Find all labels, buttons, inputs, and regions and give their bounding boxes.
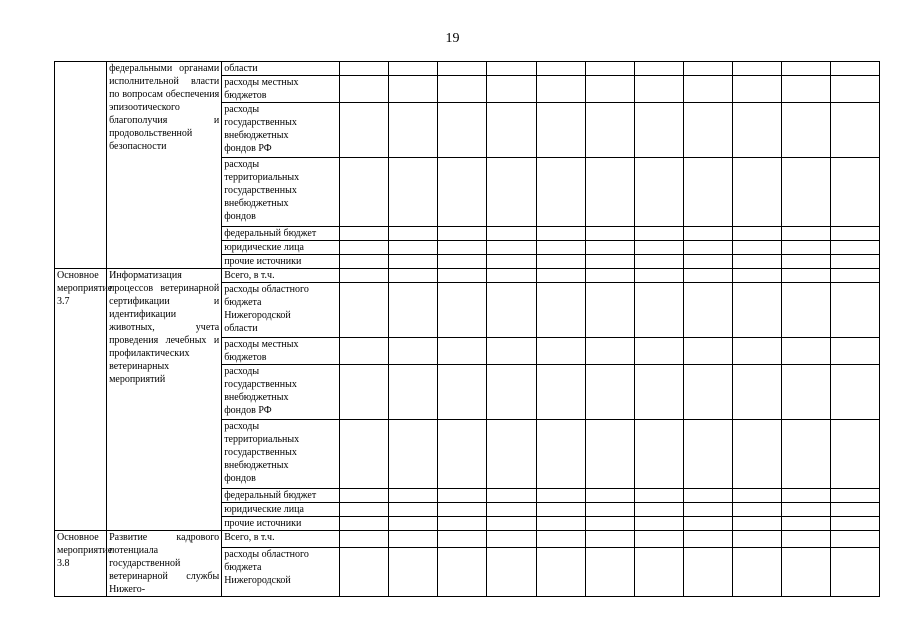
value-cell bbox=[389, 531, 438, 548]
value-cell bbox=[683, 255, 732, 269]
value-cell bbox=[389, 76, 438, 103]
value-cell bbox=[732, 158, 781, 227]
financing-table bbox=[54, 61, 880, 597]
value-cell bbox=[389, 420, 438, 489]
value-cell bbox=[781, 76, 830, 103]
value-cell bbox=[487, 76, 536, 103]
value-cell bbox=[830, 227, 879, 241]
funding-source-cell: расходы областного бюджета Нижегородской области bbox=[222, 283, 340, 338]
value-cell bbox=[389, 103, 438, 158]
value-cell bbox=[585, 531, 634, 548]
value-cell bbox=[340, 365, 389, 420]
value-cell bbox=[487, 420, 536, 489]
value-cell bbox=[634, 489, 683, 503]
funding-source-cell: расходы государственных внебюджетных фондов РФ bbox=[222, 103, 340, 158]
value-cell bbox=[781, 103, 830, 158]
activity-cell: Основное мероприятие 3.8 bbox=[55, 531, 107, 597]
value-cell bbox=[683, 517, 732, 531]
value-cell bbox=[487, 489, 536, 503]
value-cell bbox=[438, 158, 487, 227]
value-cell bbox=[732, 255, 781, 269]
value-cell bbox=[536, 76, 585, 103]
value-cell bbox=[683, 365, 732, 420]
value-cell bbox=[585, 517, 634, 531]
value-cell bbox=[536, 62, 585, 76]
value-cell bbox=[536, 503, 585, 517]
value-cell bbox=[585, 255, 634, 269]
value-cell bbox=[487, 255, 536, 269]
funding-source-cell: Всего, в т.ч. bbox=[222, 269, 340, 283]
value-cell bbox=[830, 338, 879, 365]
value-cell bbox=[438, 255, 487, 269]
value-cell bbox=[340, 531, 389, 548]
value-cell bbox=[585, 241, 634, 255]
value-cell bbox=[585, 76, 634, 103]
value-cell bbox=[830, 241, 879, 255]
value-cell bbox=[438, 503, 487, 517]
value-cell bbox=[781, 503, 830, 517]
value-cell bbox=[732, 269, 781, 283]
value-cell bbox=[340, 158, 389, 227]
value-cell bbox=[536, 338, 585, 365]
value-cell bbox=[389, 283, 438, 338]
value-cell bbox=[683, 338, 732, 365]
value-cell bbox=[487, 365, 536, 420]
value-cell bbox=[781, 283, 830, 338]
value-cell bbox=[536, 103, 585, 158]
value-cell bbox=[781, 269, 830, 283]
value-cell bbox=[634, 517, 683, 531]
value-cell bbox=[585, 103, 634, 158]
value-cell bbox=[389, 517, 438, 531]
value-cell bbox=[732, 365, 781, 420]
value-cell bbox=[683, 241, 732, 255]
funding-source-cell: юридические лица bbox=[222, 503, 340, 517]
activity-name-cell: Информатизация процессов ветеринарной сертификации и идентификации животных, учета проведения лечебных и профилактических ветеринарных мероприятий bbox=[107, 269, 222, 531]
value-cell bbox=[732, 489, 781, 503]
value-cell bbox=[634, 62, 683, 76]
value-cell bbox=[487, 338, 536, 365]
value-cell bbox=[781, 365, 830, 420]
value-cell bbox=[438, 531, 487, 548]
value-cell bbox=[487, 503, 536, 517]
value-cell bbox=[683, 227, 732, 241]
funding-source-cell: расходы государственных внебюджетных фондов РФ bbox=[222, 365, 340, 420]
value-cell bbox=[536, 241, 585, 255]
value-cell bbox=[781, 338, 830, 365]
value-cell bbox=[683, 103, 732, 158]
value-cell bbox=[438, 62, 487, 76]
value-cell bbox=[732, 338, 781, 365]
funding-source-cell: юридические лица bbox=[222, 241, 340, 255]
value-cell bbox=[340, 503, 389, 517]
value-cell bbox=[634, 338, 683, 365]
value-cell bbox=[389, 269, 438, 283]
value-cell bbox=[487, 547, 536, 597]
value-cell bbox=[683, 420, 732, 489]
value-cell bbox=[683, 531, 732, 548]
value-cell bbox=[340, 517, 389, 531]
value-cell bbox=[438, 76, 487, 103]
value-cell bbox=[487, 517, 536, 531]
value-cell bbox=[389, 365, 438, 420]
value-cell bbox=[340, 283, 389, 338]
value-cell bbox=[438, 283, 487, 338]
activity-cell: Основное мероприятие 3.7 bbox=[55, 269, 107, 531]
funding-source-cell: федеральный бюджет bbox=[222, 227, 340, 241]
value-cell bbox=[732, 103, 781, 158]
value-cell bbox=[830, 503, 879, 517]
value-cell bbox=[732, 531, 781, 548]
value-cell bbox=[536, 365, 585, 420]
value-cell bbox=[585, 227, 634, 241]
value-cell bbox=[830, 269, 879, 283]
value-cell bbox=[340, 241, 389, 255]
value-cell bbox=[830, 547, 879, 597]
value-cell bbox=[340, 547, 389, 597]
value-cell bbox=[340, 255, 389, 269]
value-cell bbox=[389, 62, 438, 76]
value-cell bbox=[536, 255, 585, 269]
value-cell bbox=[438, 269, 487, 283]
value-cell bbox=[781, 255, 830, 269]
value-cell bbox=[781, 241, 830, 255]
value-cell bbox=[634, 227, 683, 241]
value-cell bbox=[487, 227, 536, 241]
value-cell bbox=[536, 158, 585, 227]
funding-source-cell: прочие источники bbox=[222, 255, 340, 269]
value-cell bbox=[536, 531, 585, 548]
value-cell bbox=[536, 269, 585, 283]
value-cell bbox=[389, 241, 438, 255]
value-cell bbox=[683, 547, 732, 597]
value-cell bbox=[340, 489, 389, 503]
value-cell bbox=[732, 420, 781, 489]
value-cell bbox=[585, 503, 634, 517]
value-cell bbox=[683, 269, 732, 283]
value-cell bbox=[536, 227, 585, 241]
value-cell bbox=[732, 547, 781, 597]
value-cell bbox=[732, 283, 781, 338]
funding-source-cell: расходы территориальных государственных внебюджетных фондов bbox=[222, 158, 340, 227]
value-cell bbox=[536, 547, 585, 597]
activity-name-cell: Развитие кадрового потенциала государственной ветеринарной службы Нижего- bbox=[107, 531, 222, 597]
funding-source-cell: расходы местных бюджетов bbox=[222, 76, 340, 103]
value-cell bbox=[634, 241, 683, 255]
value-cell bbox=[781, 489, 830, 503]
value-cell bbox=[389, 489, 438, 503]
value-cell bbox=[634, 547, 683, 597]
value-cell bbox=[340, 269, 389, 283]
value-cell bbox=[487, 158, 536, 227]
value-cell bbox=[340, 420, 389, 489]
value-cell bbox=[585, 365, 634, 420]
value-cell bbox=[634, 103, 683, 158]
funding-source-cell: расходы областного бюджета Нижегородской bbox=[222, 547, 340, 597]
value-cell bbox=[683, 158, 732, 227]
value-cell bbox=[634, 269, 683, 283]
value-cell bbox=[438, 517, 487, 531]
value-cell bbox=[683, 283, 732, 338]
value-cell bbox=[585, 158, 634, 227]
value-cell bbox=[389, 547, 438, 597]
value-cell bbox=[634, 365, 683, 420]
page-number: 19 bbox=[445, 31, 460, 46]
value-cell bbox=[830, 76, 879, 103]
value-cell bbox=[536, 283, 585, 338]
value-cell bbox=[830, 365, 879, 420]
value-cell bbox=[487, 283, 536, 338]
value-cell bbox=[389, 338, 438, 365]
funding-source-cell: расходы местных бюджетов bbox=[222, 338, 340, 365]
value-cell bbox=[487, 103, 536, 158]
value-cell bbox=[634, 283, 683, 338]
value-cell bbox=[340, 338, 389, 365]
funding-source-cell: расходы территориальных государственных внебюджетных фондов bbox=[222, 420, 340, 489]
value-cell bbox=[830, 420, 879, 489]
value-cell bbox=[732, 62, 781, 76]
value-cell bbox=[585, 489, 634, 503]
value-cell bbox=[683, 76, 732, 103]
funding-source-cell: прочие источники bbox=[222, 517, 340, 531]
value-cell bbox=[438, 103, 487, 158]
value-cell bbox=[487, 62, 536, 76]
value-cell bbox=[830, 517, 879, 531]
value-cell bbox=[438, 227, 487, 241]
funding-source-cell: Всего, в т.ч. bbox=[222, 531, 340, 548]
value-cell bbox=[781, 158, 830, 227]
value-cell bbox=[487, 269, 536, 283]
value-cell bbox=[830, 531, 879, 548]
value-cell bbox=[732, 503, 781, 517]
value-cell bbox=[340, 76, 389, 103]
value-cell bbox=[438, 241, 487, 255]
value-cell bbox=[340, 62, 389, 76]
value-cell bbox=[732, 76, 781, 103]
funding-source-cell: области bbox=[222, 62, 340, 76]
value-cell bbox=[340, 227, 389, 241]
table-row bbox=[55, 531, 880, 548]
value-cell bbox=[781, 227, 830, 241]
value-cell bbox=[585, 62, 634, 76]
table-row bbox=[55, 269, 880, 283]
value-cell bbox=[536, 489, 585, 503]
value-cell bbox=[585, 420, 634, 489]
value-cell bbox=[389, 227, 438, 241]
value-cell bbox=[732, 241, 781, 255]
value-cell bbox=[585, 338, 634, 365]
value-cell bbox=[438, 420, 487, 489]
activity-name-cell: федеральными органами исполнительной власти по вопросам обеспечения эпизоотического благополучия и продовольственной безопасности bbox=[107, 62, 222, 269]
value-cell bbox=[830, 158, 879, 227]
value-cell bbox=[830, 489, 879, 503]
value-cell bbox=[438, 338, 487, 365]
value-cell bbox=[683, 62, 732, 76]
value-cell bbox=[536, 517, 585, 531]
funding-source-cell: федеральный бюджет bbox=[222, 489, 340, 503]
value-cell bbox=[634, 158, 683, 227]
value-cell bbox=[438, 489, 487, 503]
value-cell bbox=[389, 158, 438, 227]
value-cell bbox=[781, 531, 830, 548]
value-cell bbox=[830, 103, 879, 158]
value-cell bbox=[536, 420, 585, 489]
value-cell bbox=[487, 241, 536, 255]
value-cell bbox=[389, 503, 438, 517]
value-cell bbox=[634, 420, 683, 489]
value-cell bbox=[781, 517, 830, 531]
value-cell bbox=[830, 255, 879, 269]
value-cell bbox=[683, 503, 732, 517]
value-cell bbox=[634, 503, 683, 517]
value-cell bbox=[389, 255, 438, 269]
value-cell bbox=[781, 547, 830, 597]
activity-cell bbox=[55, 62, 107, 269]
value-cell bbox=[732, 517, 781, 531]
value-cell bbox=[585, 269, 634, 283]
value-cell bbox=[830, 283, 879, 338]
value-cell bbox=[340, 103, 389, 158]
value-cell bbox=[634, 76, 683, 103]
value-cell bbox=[781, 420, 830, 489]
value-cell bbox=[830, 62, 879, 76]
value-cell bbox=[487, 531, 536, 548]
value-cell bbox=[683, 489, 732, 503]
table-row bbox=[55, 62, 880, 76]
value-cell bbox=[585, 283, 634, 338]
value-cell bbox=[732, 227, 781, 241]
value-cell bbox=[438, 365, 487, 420]
value-cell bbox=[634, 255, 683, 269]
value-cell bbox=[634, 531, 683, 548]
value-cell bbox=[438, 547, 487, 597]
value-cell bbox=[585, 547, 634, 597]
value-cell bbox=[781, 62, 830, 76]
